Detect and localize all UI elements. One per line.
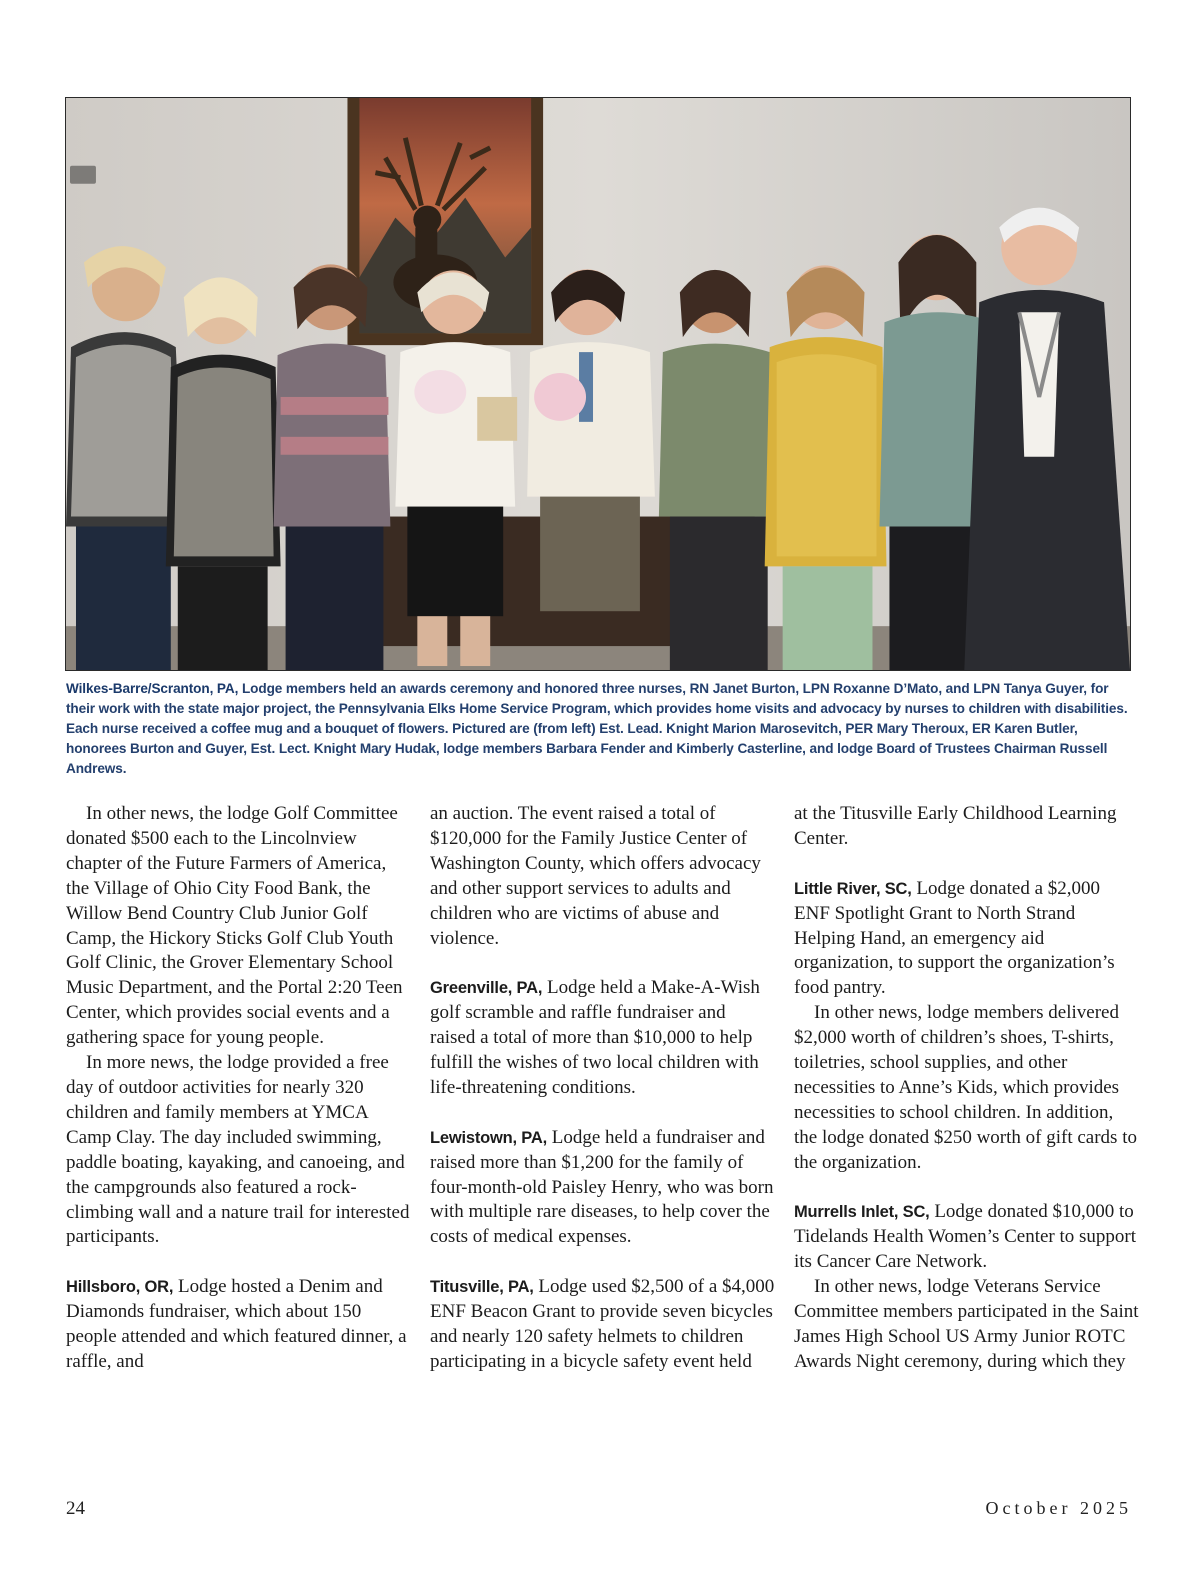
news-text: Lodge donated a $2,000 ENF Spotlight Grant to North Strand Helping Hand, an emergency aid organization, to support the organization’s food pantry. xyxy=(794,877,1115,999)
paragraph: In other news, lodge Veterans Service Committee members participated in the Saint James High School US Army Junior ROTC Awards Night ceremony, during which they xyxy=(794,1276,1139,1372)
paragraph: In other news, the lodge Golf Committee donated $500 each to the Lincolnview chapter of the Future Farmers of America, the Village of Ohio City Food Bank, the Willow Bend Country Club Junior Golf Camp, the Hickory Sticks Golf Club Youth Golf Clinic, the Grover Elementary School Music Department, and the Portal 2:20 Teen Center, which provides social events and a gathering space for young people. xyxy=(66,803,403,1049)
news-item-greenville xyxy=(430,976,775,1101)
news-text: Lodge donated $10,000 to Tidelands Health Women’s Center to support its Cancer Care Network. xyxy=(794,1201,1137,1273)
news-text: Lodge held a fundraiser and raised more than $1,200 for the family of four-month-old Paisley Henry, who was born with multiple rare diseases, to help cover the costs of medical expenses. xyxy=(430,1126,774,1248)
news-text: Lodge held a Make-A-Wish golf scramble and raffle fundraiser and raised a total of more than $10,000 to help fulfill the wishes of two local children with life-threatening conditions. xyxy=(430,977,760,1098)
news-item-lewistown xyxy=(430,1126,775,1251)
location-heading: Murrells Inlet, SC, xyxy=(794,1203,930,1222)
location-heading: Titusville, PA, xyxy=(430,1278,534,1297)
paragraph: In more news, the lodge provided a free day of outdoor activities for nearly 320 children and family members at YMCA Camp Clay. The day included swimming, paddle boating, kayaking, and canoeing, and the campgrounds also featured a rock-climbing wall and a nature trail for interested participants. xyxy=(66,1052,410,1248)
news-item-hillsboro xyxy=(66,1275,411,1375)
location-heading: Little River, SC, xyxy=(794,879,912,898)
article-column-3 xyxy=(794,802,1139,1375)
location-heading: Greenville, PA, xyxy=(430,979,543,998)
group-photo xyxy=(65,97,1131,671)
paragraph: an auction. The event raised a total of $120,000 for the Family Justice Center of Washington County, which offers advocacy and other support services to adults and children who are victims of abuse and violence. xyxy=(430,803,761,949)
paragraph: at the Titusville Early Childhood Learning Center. xyxy=(794,803,1117,849)
article-column-2 xyxy=(430,802,775,1375)
news-text: Lodge used $2,500 of a $4,000 ENF Beacon Grant to provide seven bicycles and nearly 120 safety helmets to children participating in a bicycle safety event held xyxy=(430,1276,775,1372)
location-heading: Hillsboro, OR, xyxy=(66,1278,174,1297)
news-item-little-river xyxy=(794,877,1139,1002)
caption-location: Wilkes-Barre/Scranton, PA, xyxy=(66,681,239,696)
news-text: Lodge hosted a Denim and Diamonds fundraiser, which about 150 people attended and which featured dinner, a raffle, and xyxy=(66,1276,407,1372)
paragraph: In other news, lodge members delivered $2,000 worth of children’s shoes, T-shirts, toiletries, school supplies, and other necessities to Anne’s Kids, which provides necessities to school children. In addition, the lodge donated $250 worth of gift cards to the organization. xyxy=(794,1002,1137,1173)
article-column-1 xyxy=(66,802,411,1375)
location-heading: Lewistown, PA, xyxy=(430,1128,547,1147)
caption-text: Lodge members held an awards ceremony and honored three nurses, RN Janet Burton, LPN Roxanne D’Mato, and LPN Tanya Guyer, for their work with the state major project, the Pennsylvania Elks Home Service Program, which provides home visits and advocacy by nurses to children with disabilities. Each nurse received a coffee mug and a bouquet of flowers. Pictured are (from left) Est. Lead. Knight Marion Marosevitch, PER Mary Theroux, ER Karen Butler, honorees Burton and Guyer, Est. Lect. Knight Mary Hudak, lodge members Barbara Fender and Kimberly Casterline, and lodge Board of Trustees Chairman Russell Andrews. xyxy=(66,681,1128,776)
photo-caption xyxy=(66,679,1134,779)
news-item-titusville xyxy=(430,1275,775,1375)
group-photo-illustration xyxy=(66,98,1130,670)
issue-date: October 2025 xyxy=(985,1498,1132,1518)
page-number: 24 xyxy=(66,1498,85,1519)
news-item-murrells-inlet xyxy=(794,1200,1139,1275)
